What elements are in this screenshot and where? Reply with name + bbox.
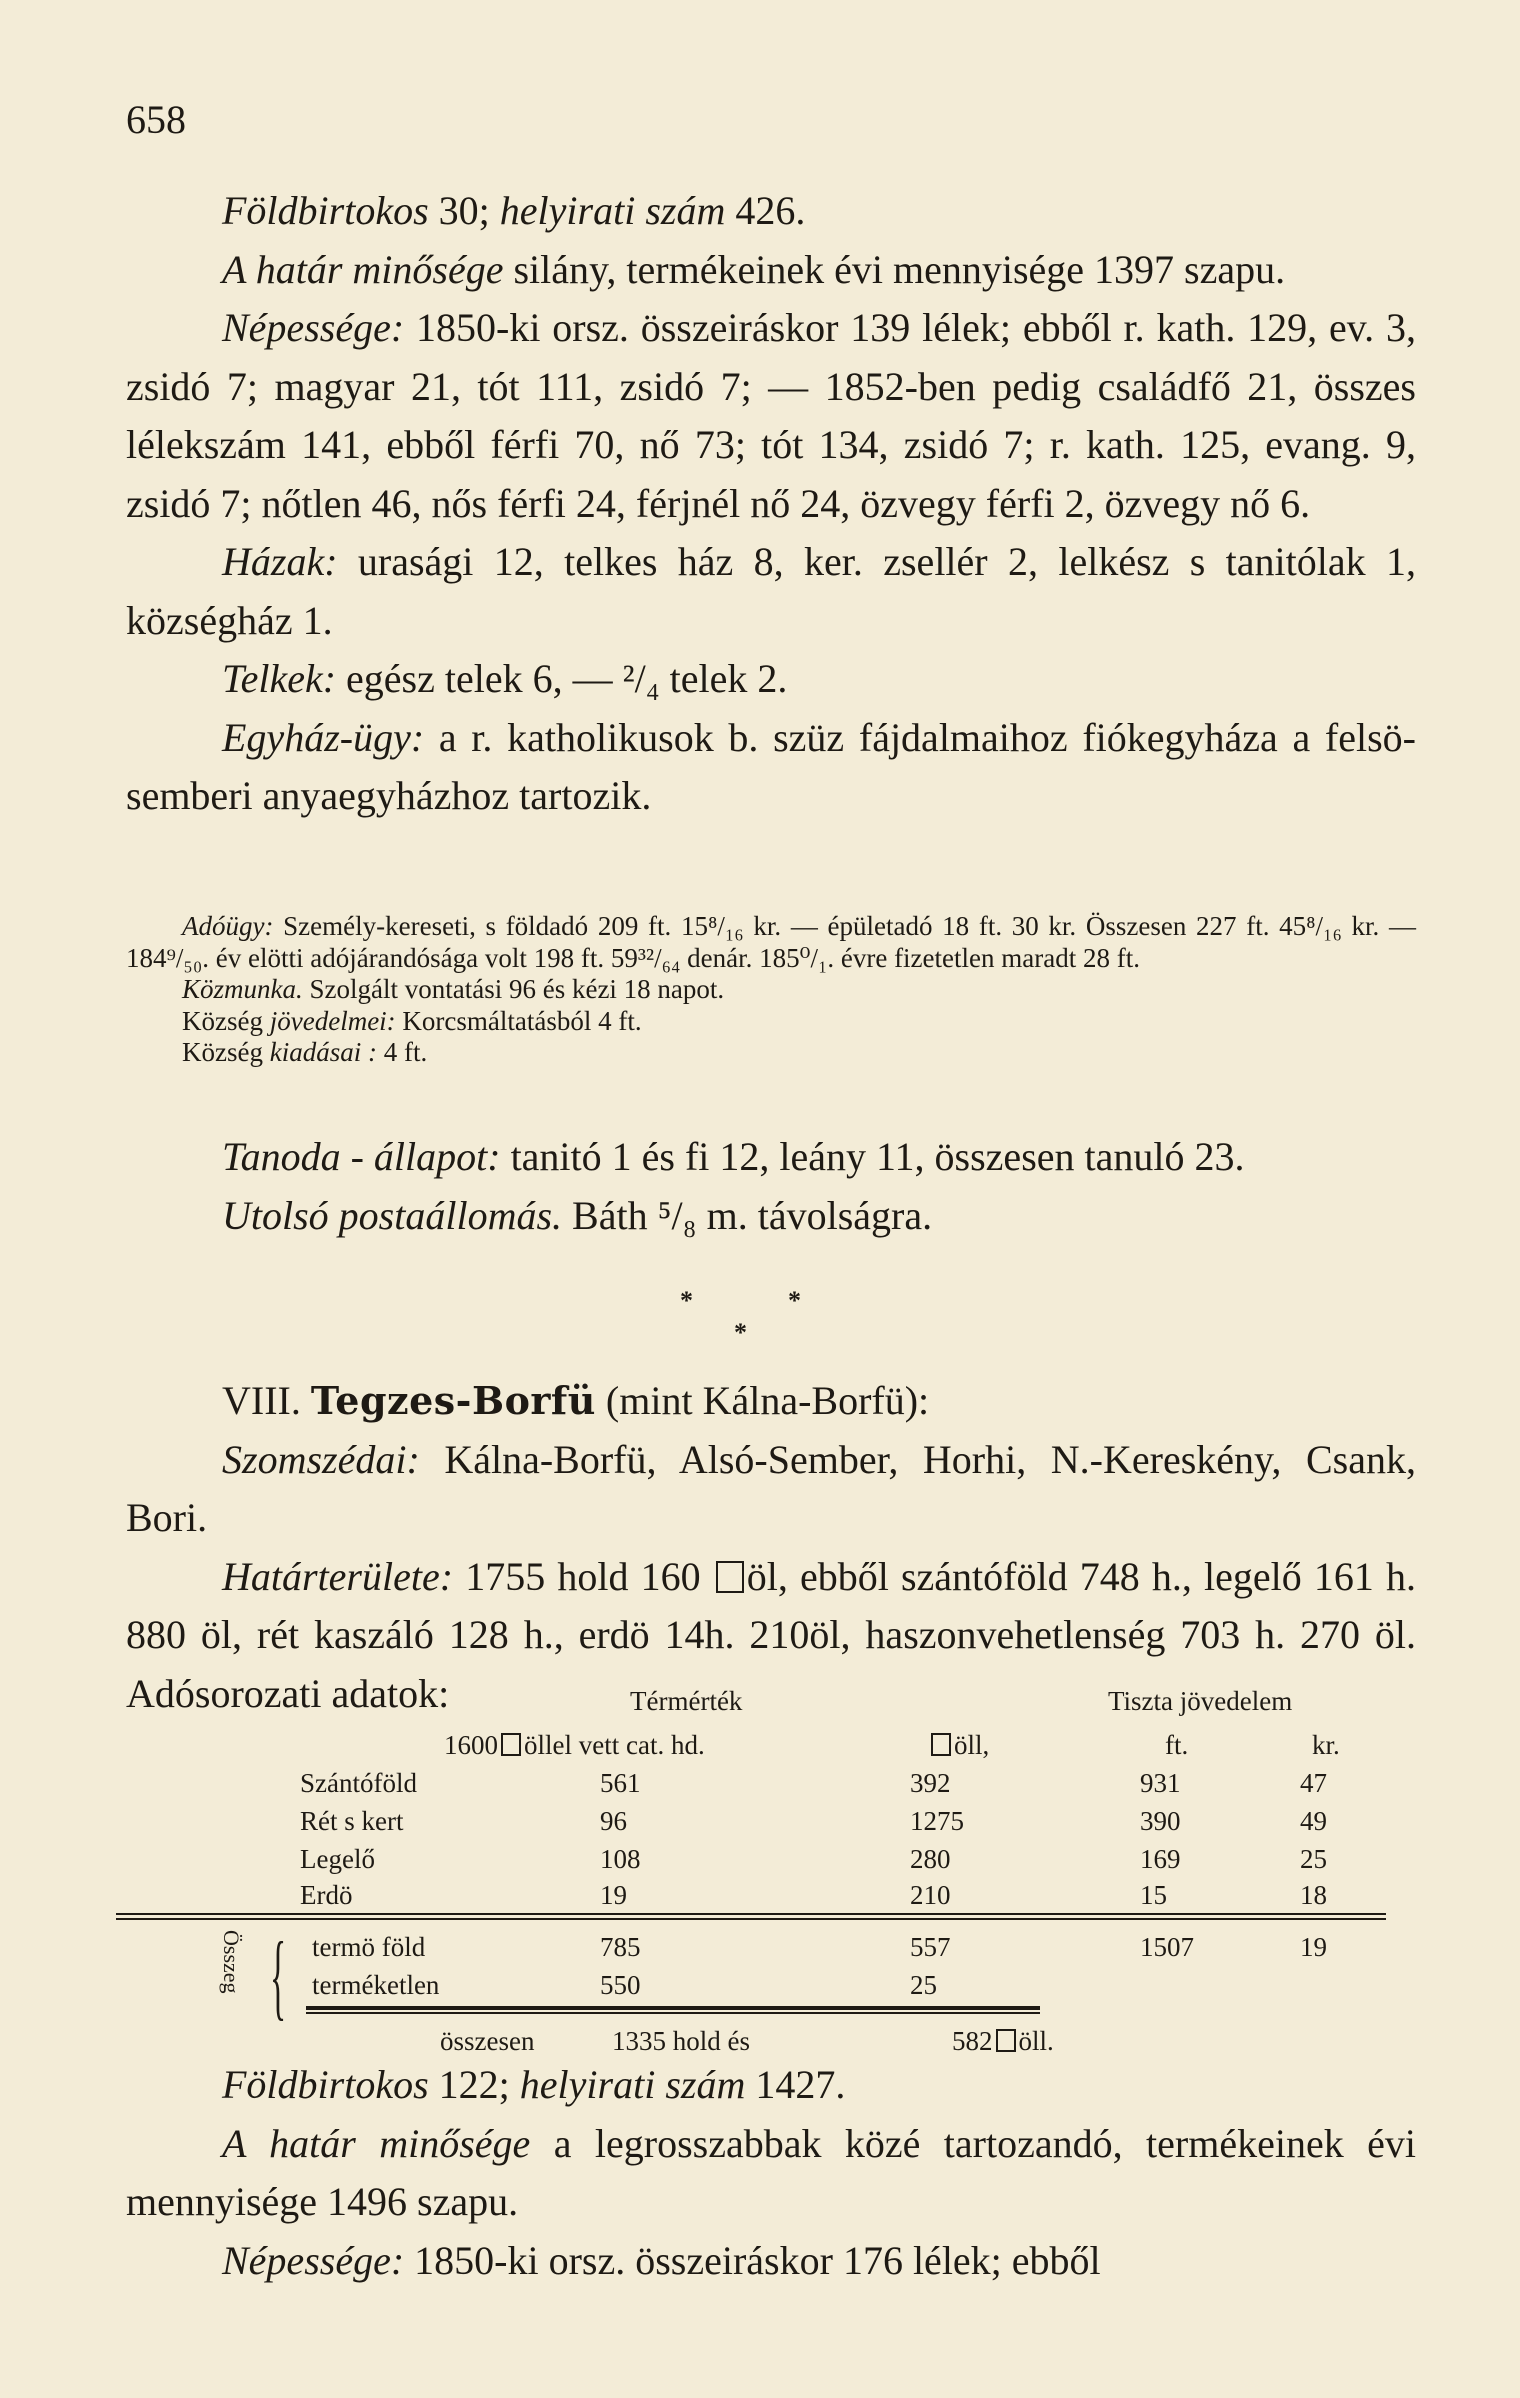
land-quality-text: silány, termékeinek évi mennyisége 1397 szapu. <box>503 246 1286 292</box>
neighbours-paragraph <box>126 1431 1416 1548</box>
row-name: Szántóföld <box>300 1768 417 1798</box>
plots-text: egész telek 6, — <box>336 656 623 701</box>
total-hold: 1335 hold és <box>612 2026 750 2056</box>
church-paragraph <box>126 709 1416 826</box>
row-ft: 390 <box>1140 1806 1181 1836</box>
row-name: Rét s kert <box>300 1806 404 1836</box>
header-ft: ft. <box>1165 1730 1189 1760</box>
area-text: 1755 hold 160 <box>453 1553 713 1599</box>
separator-star: * <box>788 1286 801 1315</box>
separator-star: * <box>734 1318 747 1347</box>
population-heading-2: Népessége: <box>222 2237 405 2283</box>
church-text: a r. katholikusok b. szüz fájdalmaihoz fiókegyháza a felsö-semberi anyaegyházhoz tartozik. <box>126 714 1416 818</box>
landowner-paragraph-2 <box>126 2056 1416 2115</box>
section-viii-block <box>126 1372 1416 1723</box>
next-village-block <box>126 2056 1416 2290</box>
income-text: Korcsmáltatásból 4 ft. <box>395 1005 642 1036</box>
registry-number-heading-2: helyirati szám <box>519 2062 746 2107</box>
separator-star: * <box>680 1286 693 1315</box>
plots-heading: Telkek: <box>222 656 337 701</box>
population-text-2: 1850-ki orsz. összeiráskor 176 lélek; ebből <box>404 2237 1101 2283</box>
section-title: Tegzes-Borfü <box>310 1378 596 1423</box>
header-termertek: Térmérték <box>630 1686 743 1716</box>
summary-row-ol: 557 <box>910 1932 951 1962</box>
tax-and-finance-block <box>126 911 1416 1069</box>
registry-number-heading: helyirati szám <box>499 188 726 233</box>
page-number: 658 <box>126 97 186 142</box>
tax-paragraph <box>126 911 1416 974</box>
total-label: összesen <box>440 2026 535 2056</box>
section-title-line <box>126 1372 1416 1431</box>
summary-rule <box>306 2006 1040 2010</box>
summary-row-hold: 785 <box>600 1932 641 1962</box>
header-oll: öll, <box>928 1730 989 1760</box>
header-1600: 1600 öllel vett cat. hd. <box>444 1730 705 1760</box>
summary-row-name: termö föld <box>312 1932 426 1962</box>
summary-row-name: terméketlen <box>312 1970 440 2000</box>
school-paragraph <box>126 1128 1416 1187</box>
tax-text: Személy-kereseti, s földadó 209 ft. 15⁸/₁₆ kr. — épületadó 18 ft. 30 kr. Összesen 227 ft. 45⁸/₁₆ kr. — 184⁹/₅₀. év elötti adójárandósága volt 198 ft. 59³²/₆₄ denár. 185⁰/₁. évre fizetetlen maradt 28 ft. <box>126 911 1416 973</box>
summary-row-ol: 25 <box>910 1970 937 2000</box>
row-hold: 108 <box>600 1844 641 1874</box>
area-text-end: öl, ebből szántóföld 748 h., legelő 161 h. 880 öl, rét kaszáló 128 h., erdö 14h. 210öl, haszonvehetlenség 703 h. 270 öl. Adósorozati adatok: <box>126 1553 1416 1716</box>
plots-fraction: ²/₄ <box>622 656 660 701</box>
summary-row-kr: 19 <box>1300 1932 1327 1962</box>
income-heading-prefix: Község <box>182 1005 270 1036</box>
summary-row-hold: 550 <box>600 1970 641 2000</box>
land-quality-paragraph-2 <box>126 2115 1416 2232</box>
public-work-heading: Közmunka. <box>182 974 303 1004</box>
church-heading: Egyház-ügy: <box>222 714 425 760</box>
row-hold: 19 <box>600 1880 627 1910</box>
land-quality-paragraph <box>126 241 1416 300</box>
post-text: Báth <box>562 1192 658 1238</box>
school-text: tanitó 1 és fi 12, leány 11, összesen tanuló 23. <box>500 1134 1245 1179</box>
population-paragraph <box>126 299 1416 533</box>
post-text-end: m. távolságra. <box>696 1192 933 1238</box>
registry-number-value: 426. <box>725 188 806 233</box>
tax-heading: Adóügy: <box>182 911 274 941</box>
post-paragraph <box>126 1187 1416 1246</box>
row-ol: 392 <box>910 1768 951 1798</box>
population-heading: Népessége: <box>222 305 405 350</box>
area-heading: Határterülete: <box>222 1553 454 1599</box>
header-kr: kr. <box>1312 1730 1340 1760</box>
row-kr: 25 <box>1300 1844 1327 1874</box>
table-rule <box>116 1913 1386 1915</box>
plots-text-end: telek 2. <box>659 656 788 701</box>
summary-row-ft: 1507 <box>1140 1932 1194 1962</box>
row-name: Erdö <box>300 1880 353 1910</box>
income-paragraph <box>126 1006 1416 1038</box>
land-quality-heading-2: A határ minősége <box>222 2120 531 2166</box>
sum-side-label: Összeg <box>219 1930 244 1994</box>
expenses-paragraph <box>126 1037 1416 1069</box>
square-fathom-icon <box>501 1733 521 1756</box>
houses-text: urasági 12, telkes ház 8, ker. zsellér 2, lelkész s tanitólak 1, községház 1. <box>126 539 1416 643</box>
summary-rule <box>306 2012 1040 2014</box>
public-work-paragraph <box>126 974 1416 1006</box>
school-post-block <box>126 1128 1416 1245</box>
table-rule <box>116 1918 1386 1920</box>
expenses-text: 4 ft. <box>376 1037 428 1067</box>
expenses-heading: kiadásai : <box>269 1037 377 1067</box>
village-description-block <box>126 182 1416 826</box>
section-title-rest: (mint Kálna-Borfü): <box>595 1378 930 1423</box>
landowner-value-2: 122; <box>428 2062 520 2107</box>
summary-brace: { <box>270 1922 287 2029</box>
houses-paragraph <box>126 533 1416 650</box>
public-work-text: Szolgált vontatási 96 és kézi 18 napot. <box>302 974 725 1004</box>
landowner-heading-2: Földbirtokos <box>222 2062 429 2107</box>
row-kr: 49 <box>1300 1806 1327 1836</box>
neighbours-text: Kálna-Borfü, Alsó-Sember, Horhi, N.-Kereskény, Csank, Bori. <box>126 1436 1416 1540</box>
total-ol: 582 öll. <box>952 2026 1054 2056</box>
land-quality-text-2: a legrosszabbak közé tartozandó, termékeinek évi mennyisége 1496 szapu. <box>126 2120 1416 2224</box>
houses-heading: Házak: <box>222 539 338 584</box>
row-kr: 18 <box>1300 1880 1327 1910</box>
landowner-paragraph <box>126 182 1416 241</box>
section-separator-stars <box>680 1286 840 1356</box>
square-fathom-icon <box>716 1561 744 1593</box>
neighbours-heading: Szomszédai: <box>222 1436 420 1482</box>
row-name: Legelő <box>300 1844 375 1874</box>
square-fathom-icon <box>996 2029 1016 2052</box>
row-hold: 96 <box>600 1806 627 1836</box>
income-heading: jövedelmei: <box>269 1005 396 1036</box>
population-paragraph-2 <box>126 2232 1416 2291</box>
row-ft: 15 <box>1140 1880 1167 1910</box>
row-ft: 169 <box>1140 1844 1181 1874</box>
land-quality-heading: A határ minősége <box>222 246 504 292</box>
plots-paragraph <box>126 650 1416 709</box>
row-ol: 210 <box>910 1880 951 1910</box>
header-tiszta-jovedelem: Tiszta jövedelem <box>1108 1686 1293 1716</box>
square-fathom-icon <box>931 1733 951 1756</box>
row-kr: 47 <box>1300 1768 1327 1798</box>
registry-number-value-2: 1427. <box>745 2062 846 2107</box>
row-ft: 931 <box>1140 1768 1181 1798</box>
school-heading: Tanoda - állapot: <box>222 1134 501 1179</box>
population-text: 1850-ki orsz. összeiráskor 139 lélek; ebből r. kath. 129, ev. 3, zsidó 7; magyar 21, tót 111, zsidó 7; — 1852-ben pedig családfő 21, összes lélekszám 141, ebből férfi 70, nő 73; tót 134, zsidó 7; r. kath. 125, evang. 9, zsidó 7; nőtlen 46, nős férfi 24, férjnél nő 24, özvegy férfi 2, özvegy nő 6. <box>126 305 1416 526</box>
landowner-value: 30; <box>428 188 500 233</box>
row-hold: 561 <box>600 1768 641 1798</box>
landowner-heading: Földbirtokos <box>222 188 429 233</box>
row-ol: 280 <box>910 1844 951 1874</box>
post-fraction: ⁵/₈ <box>657 1192 697 1238</box>
section-number: VIII. <box>222 1378 301 1423</box>
expenses-heading-prefix: Község <box>182 1037 270 1067</box>
post-heading: Utolsó postaállomás. <box>222 1192 563 1238</box>
row-ol: 1275 <box>910 1806 964 1836</box>
